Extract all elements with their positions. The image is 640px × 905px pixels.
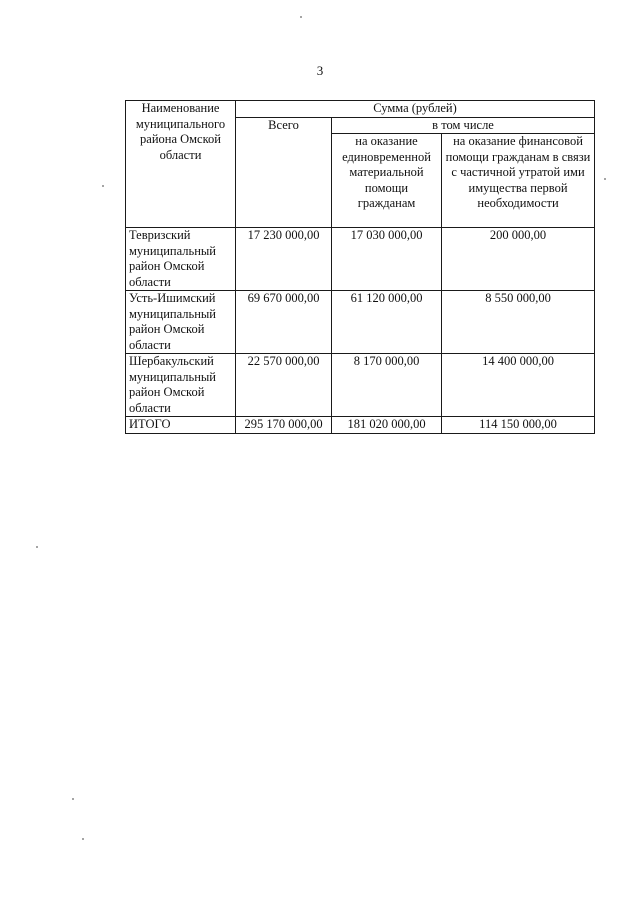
total-cell: 69 670 000,00 <box>236 291 332 354</box>
district-name-line: области <box>129 337 171 352</box>
district-name-line: район Омской <box>129 385 205 399</box>
header-including: в том числе <box>332 117 595 134</box>
total-cell: 22 570 000,00 <box>236 354 332 417</box>
district-name-line: муниципальный <box>129 369 216 384</box>
page-number: 3 <box>316 63 324 78</box>
header-row-1 <box>126 101 595 118</box>
financial-aid-cell: 8 550 000,00 <box>442 291 595 354</box>
financial-aid-cell: 14 400 000,00 <box>442 354 595 417</box>
district-name-line: Усть-Ишимский <box>129 291 216 305</box>
table-row <box>126 291 595 354</box>
district-name-line: район Омской <box>129 259 205 273</box>
district-name-line: Тевризский <box>129 228 191 242</box>
header-total-column: Всего <box>236 117 332 228</box>
scan-speck <box>82 838 84 840</box>
district-name-line: области <box>129 400 171 415</box>
scan-speck <box>604 178 606 180</box>
table-row <box>126 354 595 417</box>
district-name-line: муниципальный <box>129 306 216 321</box>
scan-speck <box>300 16 302 18</box>
district-name-line: муниципальный <box>129 243 216 258</box>
scan-speck <box>102 185 104 187</box>
budget-table <box>125 100 595 434</box>
district-name-cell <box>126 291 236 354</box>
grand-financial-aid-cell: 114 150 000,00 <box>442 417 595 434</box>
total-label: ИТОГО <box>126 417 236 434</box>
district-name-line: Шербакульский <box>129 354 214 368</box>
one-time-aid-cell: 61 120 000,00 <box>332 291 442 354</box>
financial-aid-cell: 200 000,00 <box>442 228 595 291</box>
grand-total-cell: 295 170 000,00 <box>236 417 332 434</box>
one-time-aid-cell: 8 170 000,00 <box>332 354 442 417</box>
total-cell: 17 230 000,00 <box>236 228 332 291</box>
one-time-aid-cell: 17 030 000,00 <box>332 228 442 291</box>
scan-speck <box>72 798 74 800</box>
grand-one-time-aid-cell: 181 020 000,00 <box>332 417 442 434</box>
total-row <box>126 417 595 434</box>
header-sum-column: Сумма (рублей) <box>236 101 595 118</box>
district-name-line: район Омской <box>129 322 205 336</box>
header-financial-aid: на оказание финансовой помощи гражданам в связи с частичной утратой ими имущества первой необходимости <box>442 134 595 228</box>
district-name-line: области <box>129 274 171 289</box>
district-name-cell <box>126 228 236 291</box>
scan-speck <box>36 546 38 548</box>
header-one-time-aid: на оказание единовременной материальной помощи гражданам <box>332 134 442 228</box>
table-row <box>126 228 595 291</box>
district-name-cell <box>126 354 236 417</box>
header-name-column: Наименование муниципального района Омской области <box>126 101 236 228</box>
